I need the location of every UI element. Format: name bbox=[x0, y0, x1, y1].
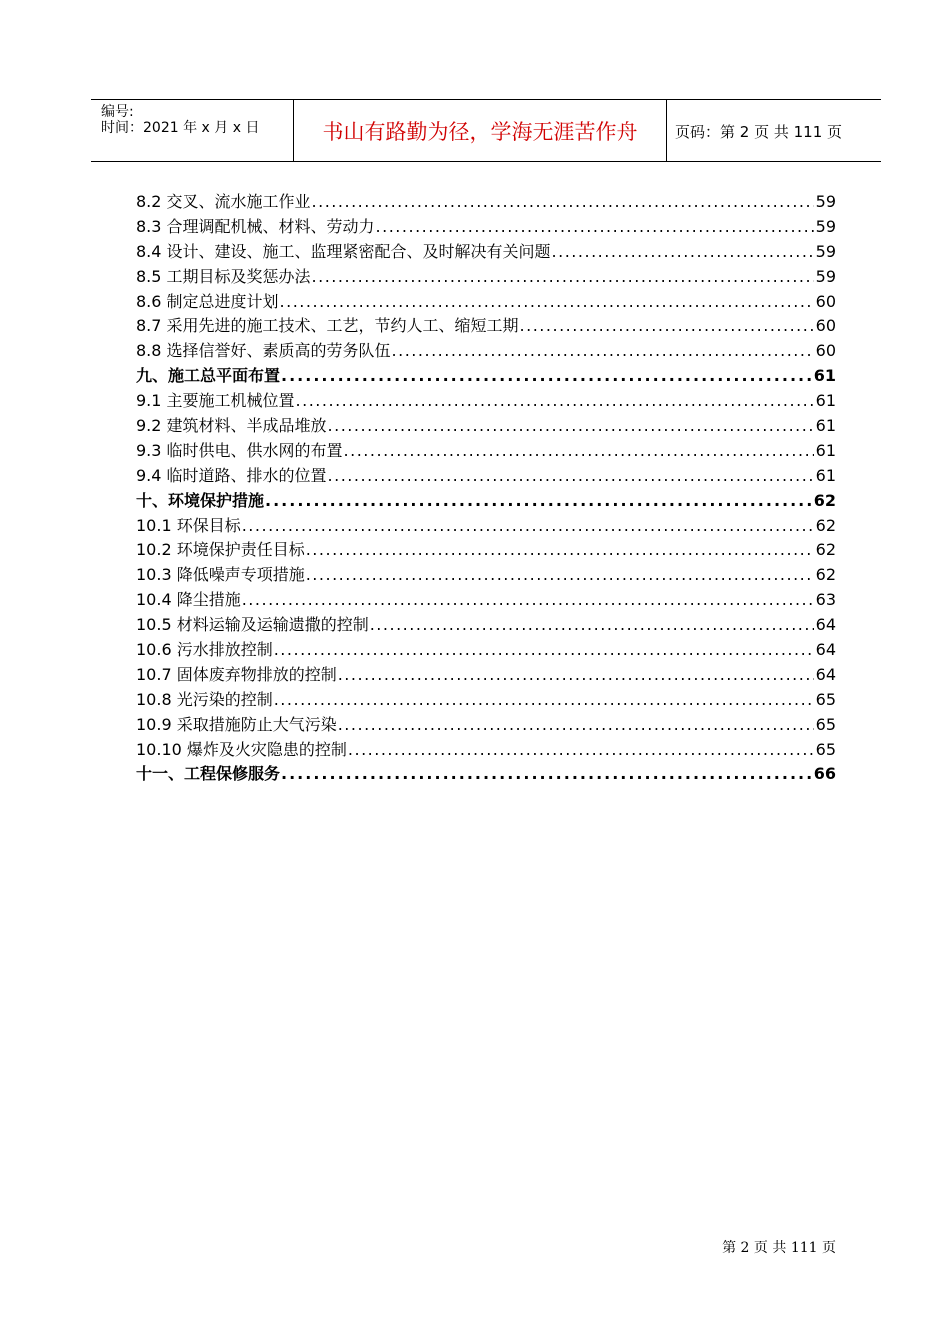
toc-entry-page-number: 66 bbox=[813, 764, 836, 784]
toc-entry-page-number: 61 bbox=[815, 465, 836, 485]
toc-entry-page-number: 62 bbox=[815, 565, 836, 585]
toc-entry-title: 10.9 采取措施防止大气污染 bbox=[136, 714, 337, 734]
toc-entry[interactable] bbox=[136, 389, 836, 414]
toc-entry-title: 十一、工程保修服务 bbox=[136, 764, 281, 784]
toc-entry-page-number: 61 bbox=[813, 366, 836, 386]
toc-entry-title: 十、环境保护措施 bbox=[136, 490, 265, 510]
toc-dot-leader bbox=[296, 389, 814, 414]
toc-dot-leader bbox=[344, 439, 814, 464]
toc-entry[interactable] bbox=[136, 290, 836, 315]
toc-entry-title: 10.10 爆炸及火灾隐患的控制 bbox=[136, 739, 347, 759]
toc-entry-page-number: 64 bbox=[815, 640, 836, 660]
toc-entry[interactable] bbox=[136, 439, 836, 464]
toc-dot-leader bbox=[265, 489, 812, 514]
toc-entry[interactable] bbox=[136, 638, 836, 663]
toc-entry[interactable] bbox=[136, 514, 836, 539]
header-meta bbox=[91, 100, 293, 161]
header-motto: 书山有路勤为径，学海无涯苦作舟 bbox=[322, 119, 638, 144]
toc-entry-title: 8.5 工期目标及奖惩办法 bbox=[136, 266, 311, 286]
toc-entry-page-number: 59 bbox=[815, 241, 836, 261]
toc-dot-leader bbox=[242, 514, 814, 539]
toc-entry[interactable] bbox=[136, 563, 836, 588]
toc-dot-leader bbox=[242, 588, 814, 613]
toc-entry-page-number: 59 bbox=[815, 266, 836, 286]
toc-dot-leader bbox=[281, 762, 812, 787]
toc-entry-title: 9.4 临时道路、排水的位置 bbox=[136, 465, 327, 485]
toc-entry-title: 10.7 固体废弃物排放的控制 bbox=[136, 664, 337, 684]
toc-entry[interactable] bbox=[136, 713, 836, 738]
toc-dot-leader bbox=[306, 563, 814, 588]
toc-entry-page-number: 60 bbox=[815, 316, 836, 336]
toc-entry-page-number: 65 bbox=[815, 739, 836, 759]
toc-entry-title: 10.8 光污染的控制 bbox=[136, 689, 273, 709]
toc-dot-leader bbox=[338, 713, 814, 738]
header-page-info: 页码：第 2 页 共 111 页 bbox=[675, 123, 843, 141]
toc-dot-leader bbox=[281, 364, 812, 389]
toc-entry-page-number: 62 bbox=[813, 490, 836, 510]
toc-entry-title: 8.6 制定总进度计划 bbox=[136, 291, 279, 311]
toc-entry-page-number: 61 bbox=[815, 416, 836, 436]
toc-entry[interactable] bbox=[136, 688, 836, 713]
toc-entry-page-number: 61 bbox=[815, 440, 836, 460]
toc-entry[interactable] bbox=[136, 364, 836, 389]
toc-entry-title: 九、施工总平面布置 bbox=[136, 366, 281, 386]
toc-entry[interactable] bbox=[136, 738, 836, 763]
toc-entry-title: 9.3 临时供电、供水网的布置 bbox=[136, 440, 343, 460]
toc-entry-title: 10.6 污水排放控制 bbox=[136, 640, 273, 660]
toc-dot-leader bbox=[312, 265, 814, 290]
toc-dot-leader bbox=[280, 290, 814, 315]
toc-dot-leader bbox=[306, 538, 814, 563]
toc-entry-page-number: 60 bbox=[815, 341, 836, 361]
document-time-label: 时间：2021 年 x 月 x 日 bbox=[101, 120, 260, 136]
toc-entry-title: 8.8 选择信誉好、素质高的劳务队伍 bbox=[136, 341, 391, 361]
toc-entry-title: 10.2 环境保护责任目标 bbox=[136, 540, 305, 560]
toc-entry-title: 8.4 设计、建设、施工、监理紧密配合、及时解决有关问题 bbox=[136, 241, 551, 261]
toc-entry-title: 8.2 交叉、流水施工作业 bbox=[136, 192, 311, 211]
toc-entry-page-number: 63 bbox=[815, 590, 836, 610]
toc-entry[interactable] bbox=[136, 339, 836, 364]
toc-entry-title: 10.1 环保目标 bbox=[136, 515, 241, 535]
toc-dot-leader bbox=[274, 638, 814, 663]
toc-entry-page-number: 61 bbox=[815, 391, 836, 411]
page-header bbox=[91, 99, 881, 162]
toc-entry[interactable] bbox=[136, 190, 836, 215]
toc-entry-title: 10.3 降低噪声专项措施 bbox=[136, 565, 305, 585]
toc-entry[interactable] bbox=[136, 613, 836, 638]
toc-entry-page-number: 65 bbox=[815, 689, 836, 709]
toc-entry-page-number: 59 bbox=[815, 192, 836, 211]
toc-entry-page-number: 65 bbox=[815, 714, 836, 734]
table-of-contents bbox=[136, 190, 836, 787]
toc-entry-title: 9.2 建筑材料、半成品堆放 bbox=[136, 416, 327, 436]
toc-entry-page-number: 64 bbox=[815, 615, 836, 635]
toc-dot-leader bbox=[392, 339, 814, 364]
toc-dot-leader bbox=[552, 240, 814, 265]
toc-entry-title: 10.4 降尘措施 bbox=[136, 590, 241, 610]
toc-entry[interactable] bbox=[136, 464, 836, 489]
toc-entry[interactable] bbox=[136, 663, 836, 688]
page-footer: 第 2 页 共 111 页 bbox=[722, 1240, 836, 1256]
toc-dot-leader bbox=[376, 215, 814, 240]
toc-entry-title: 9.1 主要施工机械位置 bbox=[136, 391, 295, 411]
toc-entry-title: 10.5 材料运输及运输遗撒的控制 bbox=[136, 615, 369, 635]
toc-entry[interactable] bbox=[136, 588, 836, 613]
toc-entry[interactable] bbox=[136, 489, 836, 514]
toc-entry-title: 8.3 合理调配机械、材料、劳动力 bbox=[136, 216, 375, 236]
toc-dot-leader bbox=[328, 464, 814, 489]
toc-entry-page-number: 62 bbox=[815, 540, 836, 560]
toc-entry[interactable] bbox=[136, 265, 836, 290]
toc-entry[interactable] bbox=[136, 762, 836, 787]
toc-dot-leader bbox=[338, 663, 814, 688]
toc-dot-leader bbox=[312, 190, 814, 215]
toc-dot-leader bbox=[370, 613, 814, 638]
toc-entry[interactable] bbox=[136, 538, 836, 563]
toc-dot-leader bbox=[328, 414, 814, 439]
toc-entry[interactable] bbox=[136, 240, 836, 265]
toc-entry-title: 8.7 采用先进的施工技术、工艺，节约人工、缩短工期 bbox=[136, 316, 519, 336]
toc-dot-leader bbox=[520, 314, 814, 339]
header-divider-right bbox=[666, 100, 667, 161]
toc-entry-page-number: 59 bbox=[815, 216, 836, 236]
toc-dot-leader bbox=[274, 688, 814, 713]
toc-dot-leader bbox=[348, 738, 814, 763]
toc-entry-page-number: 60 bbox=[815, 291, 836, 311]
toc-entry-page-number: 62 bbox=[815, 515, 836, 535]
toc-entry[interactable] bbox=[136, 414, 836, 439]
toc-entry-page-number: 64 bbox=[815, 664, 836, 684]
toc-entry[interactable] bbox=[136, 215, 836, 240]
document-number-label: 编号: bbox=[101, 104, 134, 120]
toc-entry[interactable] bbox=[136, 314, 836, 339]
